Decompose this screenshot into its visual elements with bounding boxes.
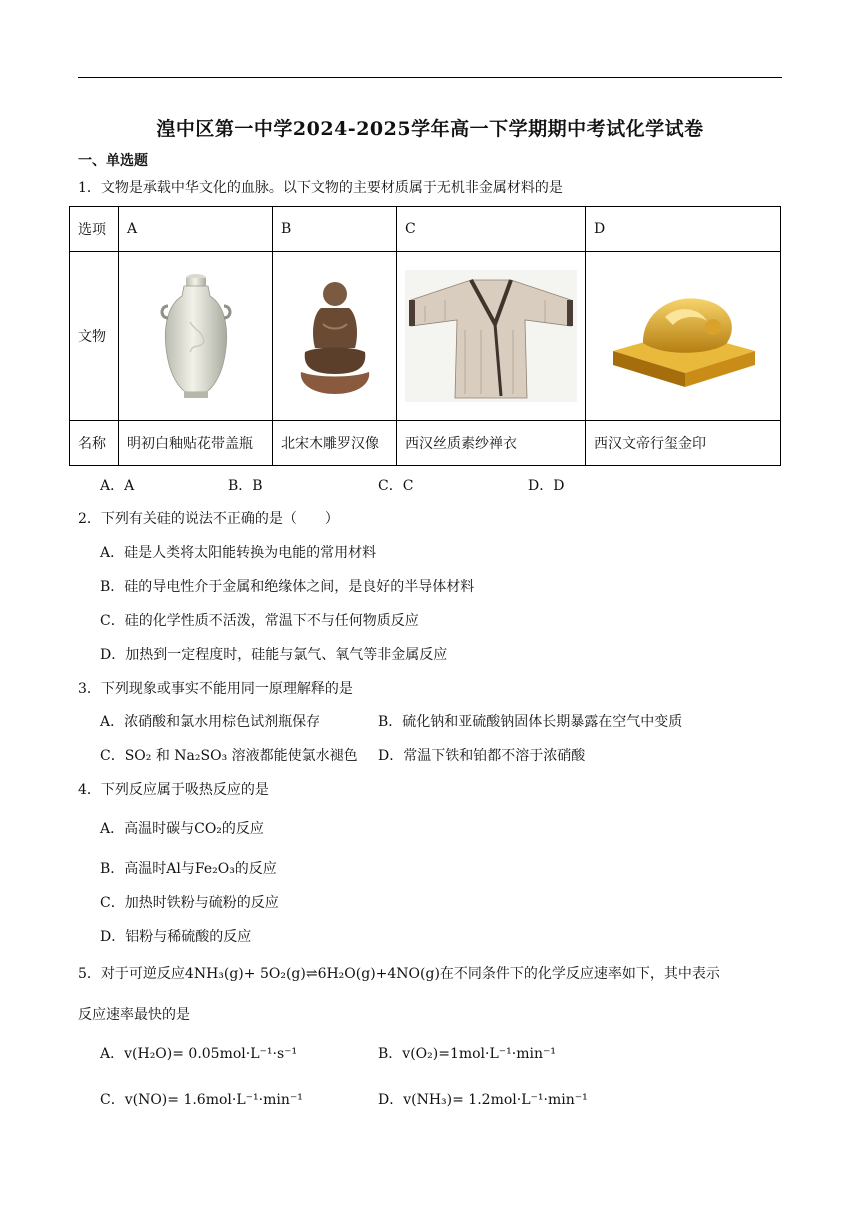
q4-option-c: C．加热时铁粉与硫粉的反应 — [100, 895, 279, 911]
wooden-arhat-image — [293, 274, 377, 398]
table-cell: 明初白釉贴花带盖瓶 — [119, 421, 273, 466]
q1-option-b: B．B — [228, 478, 263, 494]
q4-stem: 4．下列反应属于吸热反应的是 — [78, 782, 269, 798]
q1-option-a: A．A — [100, 478, 135, 494]
q5-stem-line2: 反应速率最快的是 — [78, 1007, 190, 1023]
q5-option-a: A．v(H₂O)= 0.05mol·L⁻¹·s⁻¹ — [100, 1046, 298, 1062]
q1-option-c: C．C — [378, 478, 414, 494]
q1-stem: 1．文物是承载中华文化的血脉。以下文物的主要材质属于无机非金属材料的是 — [78, 180, 563, 196]
q3-option-c: C．SO₂ 和 Na₂SO₃ 溶液都能使氯水褪色 — [100, 748, 358, 764]
relics-table — [69, 206, 781, 466]
relic-d-cell — [586, 252, 781, 421]
q1-option-d: D．D — [528, 478, 565, 494]
table-row — [70, 252, 781, 421]
q3-option-a: A．浓硝酸和氯水用棕色试剂瓶保存 — [100, 714, 321, 730]
relic-c-cell — [397, 252, 586, 421]
silk-robe-image — [405, 270, 577, 402]
porcelain-vase-image — [150, 272, 242, 400]
table-cell: A — [119, 207, 273, 252]
table-cell: B — [273, 207, 397, 252]
q2-option-d: D．加热到一定程度时，硅能与氯气、氧气等非金属反应 — [100, 647, 448, 663]
table-cell: 北宋木雕罗汉像 — [273, 421, 397, 466]
table-row — [70, 207, 781, 252]
gold-seal-image — [603, 281, 763, 391]
relic-a-cell — [119, 252, 273, 421]
q5-stem-line1: 5．对于可逆反应4NH₃(g)+ 5O₂(g)⇌6H₂O(g)+4NO(g)在不同条件下的化学反应速率如下，其中表示 — [78, 966, 720, 982]
header-rule — [78, 77, 782, 78]
q2-stem: 2．下列有关硅的说法不正确的是（ ） — [78, 511, 339, 527]
q4-option-a: A．高温时碳与CO₂的反应 — [100, 821, 264, 837]
table-cell: 名称 — [70, 421, 119, 466]
q4-option-b: B．高温时Al与Fe₂O₃的反应 — [100, 861, 277, 877]
section-heading: 一、单选题 — [78, 153, 148, 169]
table-cell: C — [397, 207, 586, 252]
table-cell: 西汉丝质素纱禅衣 — [397, 421, 586, 466]
q2-option-b: B．硅的导电性介于金属和绝缘体之间，是良好的半导体材料 — [100, 579, 475, 595]
q2-option-c: C．硅的化学性质不活泼，常温下不与任何物质反应 — [100, 613, 419, 629]
page-title: 湟中区第一中学2024-2025学年高一下学期期中考试化学试卷 — [156, 118, 704, 140]
table-cell: 选项 — [70, 207, 119, 252]
q3-stem: 3．下列现象或事实不能用同一原理解释的是 — [78, 681, 353, 697]
table-cell: 文物 — [70, 252, 119, 421]
q5-option-d: D．v(NH₃)= 1.2mol·L⁻¹·min⁻¹ — [378, 1092, 588, 1108]
q5-option-b: B．v(O₂)=1mol·L⁻¹·min⁻¹ — [378, 1046, 557, 1062]
table-cell: 西汉文帝行玺金印 — [586, 421, 781, 466]
q4-option-d: D．铝粉与稀硫酸的反应 — [100, 929, 252, 945]
q5-option-c: C．v(NO)= 1.6mol·L⁻¹·min⁻¹ — [100, 1092, 303, 1108]
q3-option-b: B．硫化钠和亚硫酸钠固体长期暴露在空气中变质 — [378, 714, 683, 730]
table-cell: D — [586, 207, 781, 252]
relic-b-cell — [273, 252, 397, 421]
q2-option-a: A．硅是人类将太阳能转换为电能的常用材料 — [100, 545, 377, 561]
q3-option-d: D．常温下铁和铂都不溶于浓硝酸 — [378, 748, 586, 764]
table-row — [70, 421, 781, 466]
